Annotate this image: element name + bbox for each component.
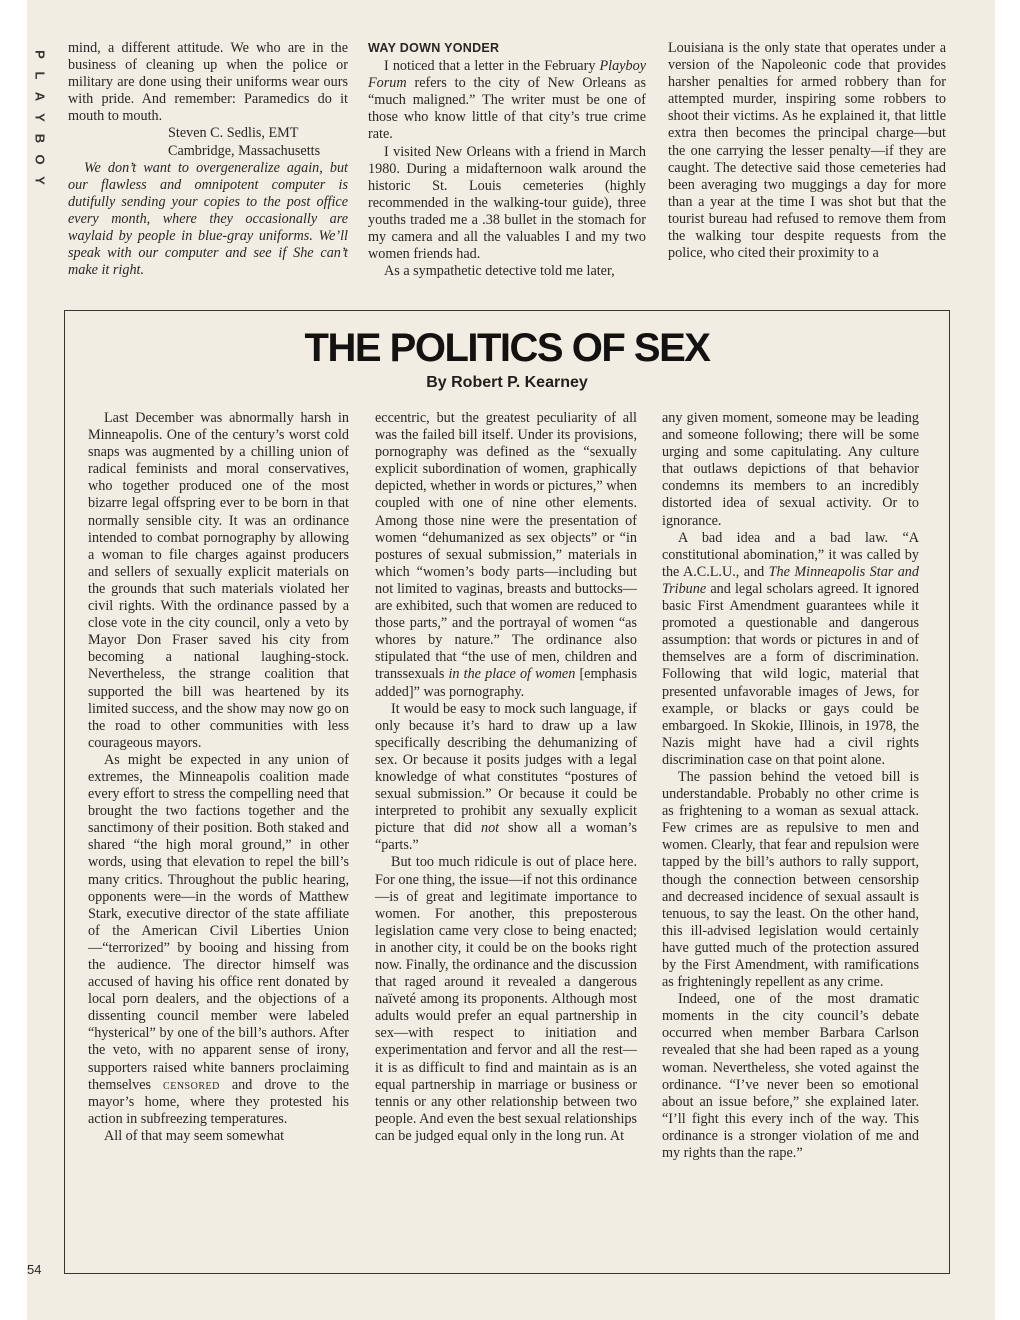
article-column-2: [375, 410, 637, 1145]
running-head-letter: Y: [32, 113, 48, 122]
article-paragraph: Last December was abnormally harsh in Minneapolis. One of the century’s worst cold snaps was augmented by a chilling union of radical feminists and moral conservatives, who together produced one of the most bizarre legal offspring ever to be born in that normally sensible city. It was an ordinance intended to combat pornography by allowing a woman to file charges against producers and sellers of sexually explicit materials on the grounds that such materials violated her civil rights. With the ordinance passed by a close vote in the city council, only a veto by Mayor Don Fraser saved his city from becoming a national laughing-stock. Nevertheless, the strange coalition that supported the bill was heartened by its limited success, and the show may now go on the road to other communities with less courageous mayors.: [88, 410, 349, 751]
article-paragraph: [375, 410, 637, 701]
article-byline: By Robert P. Kearney: [426, 374, 588, 391]
letters-column-3: [668, 40, 946, 262]
page-number: 54: [27, 1262, 42, 1277]
article-title: THE POLITICS OF SEX: [304, 326, 710, 370]
article-paragraph: [88, 752, 349, 1128]
running-head-playboy: [30, 44, 50, 191]
italic-text-run: Playboy Forum: [368, 58, 646, 92]
article-column-1: [88, 410, 349, 1145]
italic-text-run: The Minneapolis Star and Tribune: [662, 563, 919, 597]
letter-paragraph: [368, 58, 646, 143]
running-head-letter: O: [32, 154, 48, 165]
letter-paragraph: I visited New Orleans with a friend in March 1980. During a midafternoon walk around the historic St. Louis cemeteries (highly recommended in the walking-tour guide), three youths traded me a .38 bullet in the stomach for my camera and all the valuables I and my two women friends had.: [368, 143, 646, 263]
letter-signature-place: Cambridge, Massachusetts: [168, 142, 321, 159]
letter-paragraph: Louisiana is the only state that operates under a version of the Napoleonic code that provides harsher penalties for armed robbery than for attempted murder, inspiring some robbers to shoot their victims. As he explained it, that little extra then becomes the principal charge—but the one carrying the lesser penalty—if they are caught. The detective said those cemeteries had been averaging two muggings a day for more than a year at the time I was shot but that the tourist bureau had refused to remove them from the walking tour despite requests from the police, who cited their proximity to a: [668, 40, 946, 262]
small-caps-text-run: censored: [163, 1076, 220, 1093]
running-head-letter: A: [32, 91, 48, 102]
running-head-letter: L: [32, 71, 48, 80]
letters-column-1: [68, 40, 348, 279]
running-head-letter: P: [32, 50, 48, 59]
editor-reply: We don’t want to overgeneralize again, but our flawless and omnipotent computer is dutifully sending your copies to the post office every month, where they occasionally are waylaid by people in blue-gray uniforms. We’ll speak with our computer and see if She can’t make it right.: [68, 159, 348, 279]
running-head-letter: Y: [32, 176, 48, 185]
text-run: refers to the city of New Orleans as “much maligned.” The writer must be one of those who know little of that city’s true crime rate.: [368, 75, 646, 143]
text-run: As might be expected in any union of extremes, the Minneapolis coalition made every effort to stress the compelling need that brought the two factions together and the sanctimony of their position. Both staked and shared “the high moral ground,” in other words, using that elevation to repel the bill’s many critics. Throughout the public hearing, opponents were—in the words of Matthew Stark, executive director of the state affiliate of the American Civil Liberties Union—“terrorized” by booing and hissing from the audience. The director himself was accused of having his office rent donated by local porn dealers, and the objections of a dissenting council member were labeled “hysterical” by one of the bill’s authors. After the veto, with no apparent sense of irony, supporters raised white banners proclaiming themselves: [88, 751, 349, 1093]
text-run: and drove to the mayor’s home, where they protested his action in subfreezing temperatures.: [88, 1076, 349, 1127]
letters-column-2: [368, 40, 646, 280]
article-paragraph: any given moment, someone may be leading and someone following; there will be some urging and some capitulating. Any culture that outlaws depictions of that behavior condemns its members to an incredibly distorted idea of sexual activity. Or to ignorance.: [662, 410, 919, 529]
text-run: I noticed that a letter in the February: [384, 58, 600, 75]
running-head-letter: B: [32, 133, 48, 144]
article-column-3: [662, 410, 919, 1162]
text-run: [emphasis added]” was pornography.: [375, 666, 637, 700]
article-paragraph: But too much ridicule is out of place here. For one thing, the issue—if not this ordinance—is of great and legitimate importance to women. For another, this preposterous legislation came very close to being enacted; in another city, it could be on the books right now. Finally, the ordinance and the discussion that raged around it revealed a dangerous naïveté among its proponents. Although most adults would prefer an equal partnership in sex—with respect to initiation and experimentation and fervor and all the rest—it is as difficult to find and maintain as is an equal partnership in marriage or business or tennis or any other relationship between two people. And even the best sexual relationships can be judged equal only in the long run. At: [375, 854, 638, 1144]
italic-text-run: not: [480, 820, 500, 837]
article-paragraph: The passion behind the vetoed bill is understandable. Probably no other crime is as frightening to a woman as sexual attack. Few crimes are as repulsive to men and women. Clearly, that fear and repulsion were tapped by the bill’s authors to rally support, though the connection between censorship and decreased incidence of sexual assault is tenuous, to say the least. On the other hand, this ill-advised legislation would certainly have gutted much of the protection assured by the First Amendment, with ramifications as frighteningly repellent as any crime.: [662, 768, 919, 991]
text-run: show all a woman’s “parts.”: [375, 820, 637, 854]
text-run: A bad idea and a bad law. “A constitutional abomination,” it was called by the A.C.L.U., and: [662, 529, 919, 580]
letter-paragraph: mind, a different attitude. We who are in the business of cleaning up when the police or military are done using their uniforms wear ours with pride. And remember: Paramedics do it mouth to mouth.: [68, 40, 348, 125]
article-paragraph: [375, 701, 637, 855]
italic-text-run: in the place of women: [448, 666, 576, 683]
article-paragraph: [662, 530, 919, 769]
letter-signature-name: Steven C. Sedlis, EMT: [168, 125, 299, 142]
text-run: eccentric, but the greatest peculiarity of all was the failed bill itself. Under its provisions, pornography was defined as the “sexually explicit subordination of women, graphically depicted, whether in words or pictures,” when coupled with one of nine other elements. Among those nine were the presentation of women “dehumanized as sex objects” or “in postures of sexual submission,” materials in which “women’s body parts—including but not limited to vaginas, breasts and buttocks—are exhibited, such that women are reduced to those parts,” and the portrayal of women “as whores by nature.” The ordinance also stipulated that “the use of men, children and transsexuals: [375, 410, 637, 683]
text-run: and legal scholars agreed. It ignored basic First Amendment guarantees while it promoted a questionable and dangerous assumption: that words or pictures in and of themselves are a form of discrimination. Following that wild logic, material that presented unfavorable images of Jews, for example, or blacks or gays could be embargoed. In Skokie, Illinois, in 1978, the Nazis might have had a civil rights discrimination case on that point alone.: [662, 580, 919, 768]
article-paragraph: All of that may seem somewhat: [104, 1127, 285, 1144]
article-paragraph: Indeed, one of the most dramatic moments in the city council’s debate occurred when member Barbara Carlson revealed that she had been raped as a young woman. Nevertheless, she voted against the ordinance. “I’ve never been so emotional about an issue before,” she explained later. “I’ll fight this every inch of the way. This ordinance is a stronger violation of me and my rights than the rape.”: [662, 991, 919, 1162]
text-run: It would be easy to mock such language, if only because it’s hard to draw up a law specifically describing the dehumanizing of sex. Or because it posits judges with a legal knowledge of what constitutes “postures of sexual submission.” Or because it could be interpreted to prohibit any sexually explicit picture that did: [375, 700, 637, 837]
letter-paragraph: As a sympathetic detective told me later,: [384, 263, 615, 280]
letter-heading: WAY DOWN YONDER: [368, 41, 500, 55]
